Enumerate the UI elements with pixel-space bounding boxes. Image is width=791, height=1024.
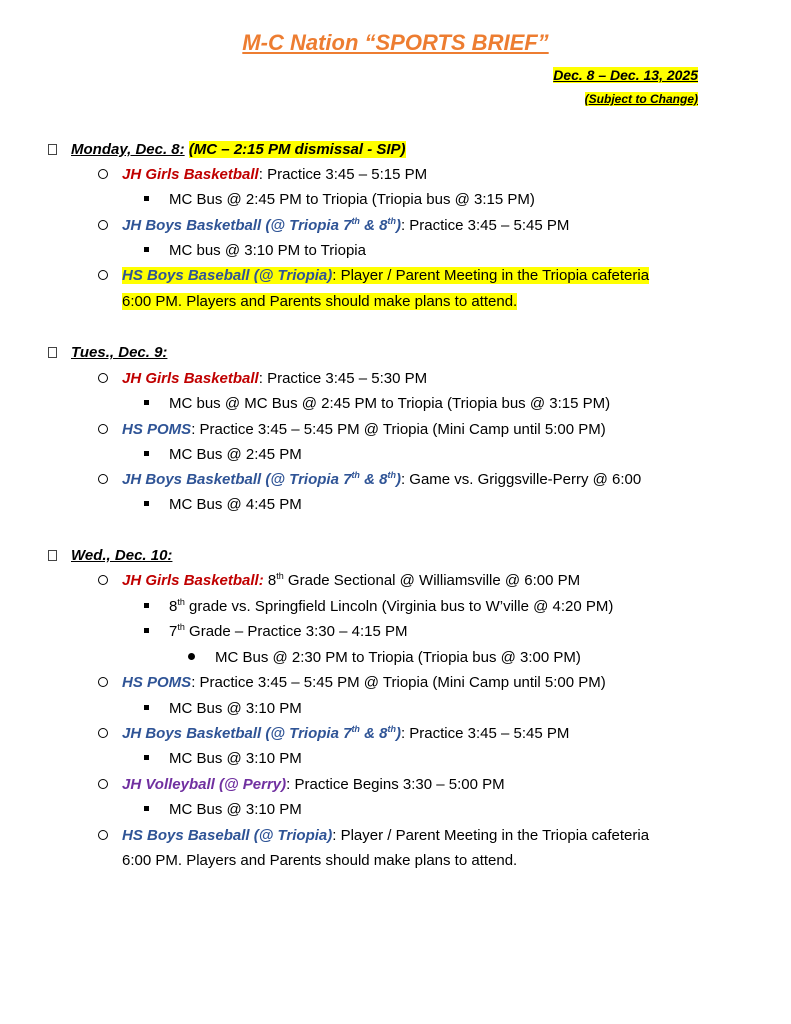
- subject-to-change-note: (Subject to Change): [584, 92, 698, 106]
- checkbox-icon: [48, 144, 57, 155]
- day-heading-wednesday: Wed., Dec. 10:: [48, 546, 172, 566]
- list-item: HS Boys Baseball (@ Triopia): Player / Parent Meeting in the Triopia cafeteria: [98, 266, 649, 286]
- list-item: JH Boys Basketball (@ Triopia 7th & 8th): Practice 3:45 – 5:45 PM: [98, 724, 569, 744]
- list-item-continuation: 6:00 PM. Players and Parents should make plans to attend.: [122, 852, 518, 869]
- list-item: MC Bus @ 3:10 PM: [144, 749, 302, 769]
- circle-bullet-icon: [98, 270, 108, 280]
- square-bullet-icon: [144, 628, 149, 633]
- dot-bullet-icon: [188, 653, 195, 660]
- square-bullet-icon: [144, 806, 149, 811]
- circle-bullet-icon: [98, 830, 108, 840]
- list-item: JH Volleyball (@ Perry): Practice Begins 3:30 – 5:00 PM: [98, 775, 505, 795]
- circle-bullet-icon: [98, 424, 108, 434]
- square-bullet-icon: [144, 705, 149, 710]
- square-bullet-icon: [144, 400, 149, 405]
- list-item: MC Bus @ 4:45 PM: [144, 495, 302, 515]
- list-item: MC Bus @ 3:10 PM: [144, 699, 302, 719]
- day-heading-tuesday: Tues., Dec. 9:: [48, 343, 167, 363]
- date-range: Dec. 8 – Dec. 13, 2025: [553, 67, 698, 83]
- list-item: MC Bus @ 2:45 PM: [144, 445, 302, 465]
- square-bullet-icon: [144, 755, 149, 760]
- circle-bullet-icon: [98, 474, 108, 484]
- circle-bullet-icon: [98, 677, 108, 687]
- dismissal-note: (MC – 2:15 PM dismissal - SIP): [188, 141, 406, 158]
- square-bullet-icon: [144, 603, 149, 608]
- checkbox-icon: [48, 550, 57, 561]
- document-title: M-C Nation “SPORTS BRIEF”: [242, 30, 549, 55]
- list-item: HS Boys Baseball (@ Triopia): Player / Parent Meeting in the Triopia cafeteria: [98, 826, 649, 846]
- list-item-continuation: 6:00 PM. Players and Parents should make plans to attend.: [122, 293, 518, 310]
- list-item: MC Bus @ 2:45 PM to Triopia (Triopia bus @ 3:15 PM): [144, 190, 535, 210]
- list-item: MC bus @ 3:10 PM to Triopia: [144, 241, 366, 261]
- list-item: JH Girls Basketball: 8th Grade Sectional @ Williamsville @ 6:00 PM: [98, 571, 580, 591]
- list-item: JH Boys Basketball (@ Triopia 7th & 8th): Practice 3:45 – 5:45 PM: [98, 216, 569, 236]
- circle-bullet-icon: [98, 220, 108, 230]
- list-item: MC Bus @ 3:10 PM: [144, 800, 302, 820]
- square-bullet-icon: [144, 501, 149, 506]
- list-item: JH Boys Basketball (@ Triopia 7th & 8th): Game vs. Griggsville-Perry @ 6:00: [98, 470, 641, 490]
- list-item: HS POMS: Practice 3:45 – 5:45 PM @ Triopia (Mini Camp until 5:00 PM): [98, 673, 606, 693]
- list-item: 7th Grade – Practice 3:30 – 4:15 PM: [144, 622, 407, 642]
- circle-bullet-icon: [98, 728, 108, 738]
- list-item: JH Girls Basketball: Practice 3:45 – 5:30 PM: [98, 369, 427, 389]
- circle-bullet-icon: [98, 575, 108, 585]
- circle-bullet-icon: [98, 169, 108, 179]
- square-bullet-icon: [144, 196, 149, 201]
- square-bullet-icon: [144, 451, 149, 456]
- circle-bullet-icon: [98, 779, 108, 789]
- list-item: MC bus @ MC Bus @ 2:45 PM to Triopia (Triopia bus @ 3:15 PM): [144, 394, 610, 414]
- day-heading-monday: Monday, Dec. 8: (MC – 2:15 PM dismissal - SIP): [48, 140, 406, 160]
- square-bullet-icon: [144, 247, 149, 252]
- list-item: 8th grade vs. Springfield Lincoln (Virginia bus to W’ville @ 4:20 PM): [144, 597, 613, 617]
- list-item: HS POMS: Practice 3:45 – 5:45 PM @ Triopia (Mini Camp until 5:00 PM): [98, 420, 606, 440]
- circle-bullet-icon: [98, 373, 108, 383]
- list-item: JH Girls Basketball: Practice 3:45 – 5:15 PM: [98, 165, 427, 185]
- checkbox-icon: [48, 347, 57, 358]
- list-item: MC Bus @ 2:30 PM to Triopia (Triopia bus @ 3:00 PM): [188, 648, 581, 668]
